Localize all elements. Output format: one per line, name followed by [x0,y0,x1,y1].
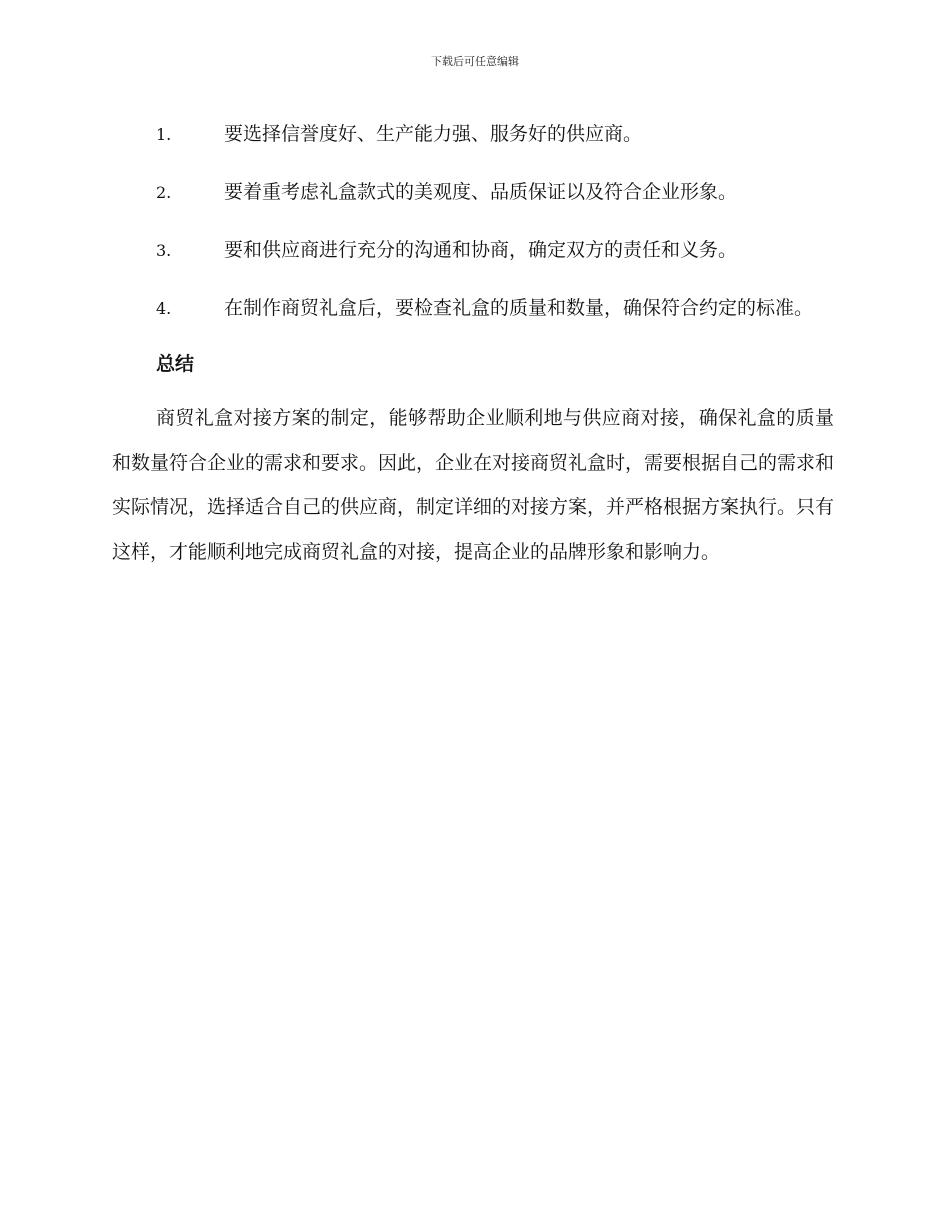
list-text: 要选择信誉度好、生产能力强、服务好的供应商。 [224,123,643,145]
list-number: 3. [156,241,172,260]
list-item-3 [112,228,834,273]
list-number: 4. [156,299,172,318]
list-text: 在制作商贸礼盒后，要检查礼盒的质量和数量，确保符合约定的标准。 [224,297,814,319]
list-item-2 [112,170,834,215]
list-text: 要和供应商进行充分的沟通和协商，确定双方的责任和义务。 [224,239,738,261]
list-number: 2. [156,183,172,202]
list-item-1 [112,112,834,157]
list-text: 要着重考虑礼盒款式的美观度、品质保证以及符合企业形象。 [224,181,738,203]
summary-heading: 总结 [156,353,195,375]
list-item-4 [112,286,834,331]
list-number: 1. [156,125,172,144]
document-body [112,112,834,574]
page-header: 下载后可任意编辑 [431,55,519,68]
summary-paragraph: 商贸礼盒对接方案的制定，能够帮助企业顺利地与供应商对接，确保礼盒的质量和数量符合企业的需求和要求。因此，企业在对接商贸礼盒时，需要根据自己的需求和实际情况，选择适合自己的供应商，制定详细的对接方案，并严格根据方案执行。只有这样，才能顺利地完成商贸礼盒的对接，提高企业的品牌形象和影响力。 [112,407,835,563]
